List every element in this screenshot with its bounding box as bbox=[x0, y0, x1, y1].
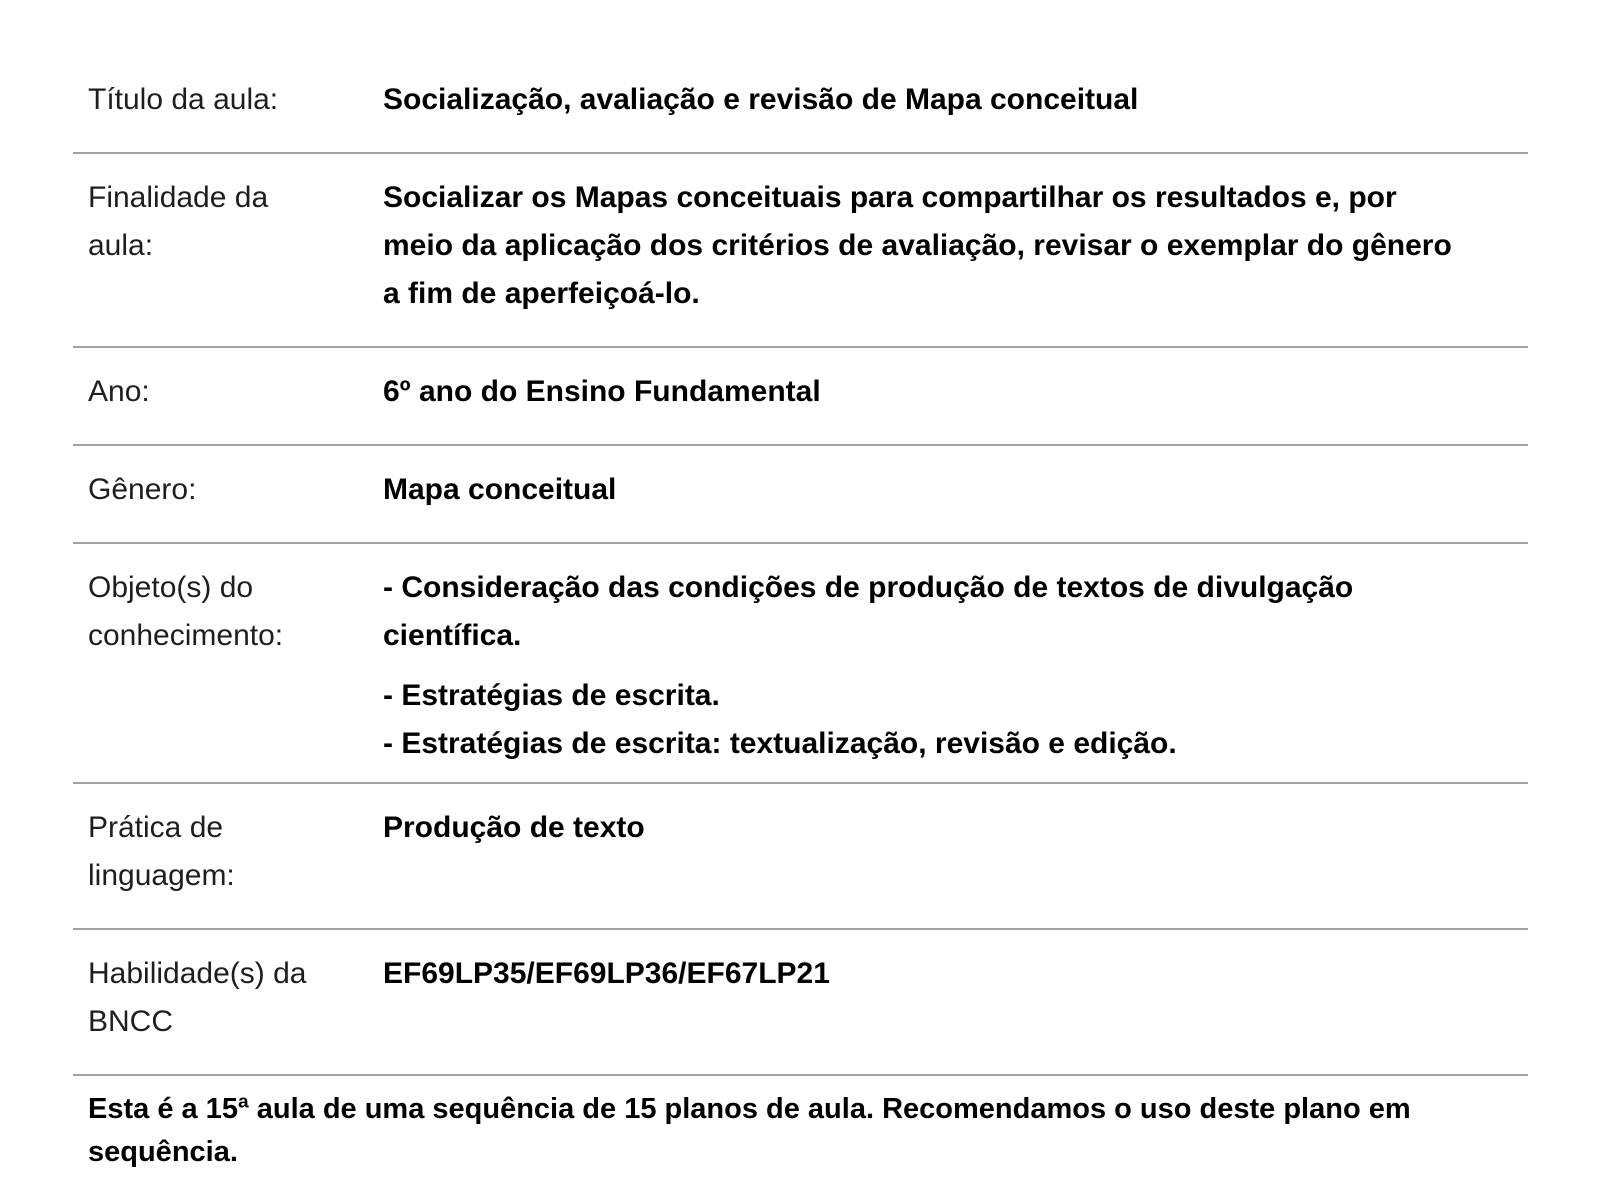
row-label-finalidade: Finalidade da aula: bbox=[88, 181, 269, 262]
table-row-habilidades bbox=[73, 930, 1528, 1076]
value-block bbox=[383, 466, 1468, 514]
table-row-titulo bbox=[73, 56, 1528, 154]
sequence-footer-note: Esta é a 15ª aula de uma sequência de 15 planos de aula. Recomendamos o uso deste plano em sequência. bbox=[88, 1093, 1411, 1168]
value-block bbox=[383, 76, 1468, 124]
row-label-ano: Ano: bbox=[88, 375, 150, 408]
value-block bbox=[383, 672, 1468, 768]
row-label-genero: Gênero: bbox=[88, 473, 197, 506]
value-line: Mapa conceitual bbox=[383, 473, 617, 506]
row-value-pratica bbox=[383, 804, 1528, 852]
row-label-objetos: Objeto(s) do conhecimento: bbox=[88, 571, 284, 652]
row-value-objetos bbox=[383, 564, 1528, 768]
row-value-habilidades bbox=[383, 950, 1528, 998]
value-line: - Estratégias de escrita. bbox=[383, 679, 720, 712]
value-line: Socializar os Mapas conceituais para compartilhar os resultados e, por meio da aplicação dos critérios de avaliação, revisar o exemplar do gênero a fim de aperfeiçoá-lo. bbox=[383, 181, 1452, 310]
value-line: 6º ano do Ensino Fundamental bbox=[383, 375, 821, 408]
table-row-finalidade bbox=[73, 154, 1528, 348]
table-row-ano bbox=[73, 348, 1528, 446]
row-label-titulo: Título da aula: bbox=[88, 83, 279, 116]
value-line: EF69LP35/EF69LP36/EF67LP21 bbox=[383, 957, 830, 990]
row-value-titulo bbox=[383, 76, 1528, 124]
table-row-genero bbox=[73, 446, 1528, 544]
value-block bbox=[383, 368, 1468, 416]
value-block bbox=[383, 174, 1468, 318]
row-value-genero bbox=[383, 466, 1528, 514]
table-row-pratica bbox=[73, 784, 1528, 930]
value-block bbox=[383, 804, 1468, 852]
table-row-objetos bbox=[73, 544, 1528, 784]
lesson-info-table bbox=[73, 56, 1528, 1076]
value-block bbox=[383, 564, 1468, 660]
row-label-pratica: Prática de linguagem: bbox=[88, 811, 235, 892]
row-label-habilidades: Habilidade(s) da BNCC bbox=[88, 957, 307, 1038]
row-value-ano bbox=[383, 368, 1528, 416]
row-value-finalidade bbox=[383, 174, 1528, 318]
value-line: - Consideração das condições de produção de textos de divulgação científica. bbox=[383, 571, 1354, 652]
value-block bbox=[383, 950, 1468, 998]
value-line: - Estratégias de escrita: textualização, revisão e edição. bbox=[383, 727, 1177, 760]
value-line: Socialização, avaliação e revisão de Mapa conceitual bbox=[383, 83, 1139, 116]
value-line: Produção de texto bbox=[383, 811, 645, 844]
